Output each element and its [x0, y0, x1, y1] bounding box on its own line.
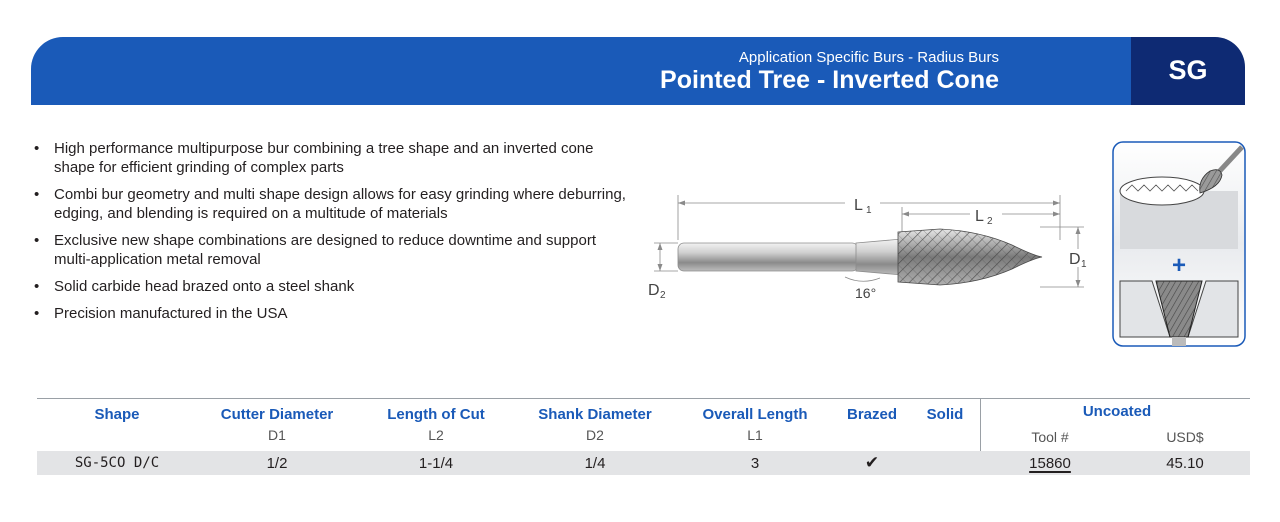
header-length-of-cut-sub: L2: [428, 427, 444, 443]
header-overall-length: Overall Length: [702, 406, 808, 423]
feature-item: • Combi bur geometry and multi shape design allows for easy grinding where deburring, edging, and blending is required on a multitude of materials: [30, 185, 630, 223]
cell-price: 45.10: [1166, 455, 1204, 472]
feature-item: • Solid carbide head brazed onto a steel shank: [30, 277, 630, 296]
l2-label: L: [975, 208, 984, 225]
header-shank-diameter: Shank Diameter: [538, 406, 652, 423]
feature-item: • Precision manufactured in the USA: [30, 304, 630, 323]
l1-dimension: [678, 195, 1060, 240]
header-overall-length-sub: L1: [747, 427, 763, 443]
cell-overall-length: 3: [750, 455, 760, 472]
d1-dimension: [1040, 227, 1087, 287]
header-cutter-diameter: Cutter Diameter: [220, 406, 334, 423]
angle-dimension: [845, 277, 880, 301]
l2-subscript: 2: [987, 216, 993, 227]
d2-label: D: [648, 282, 660, 299]
header-blue-bar: [31, 37, 1131, 105]
cell-cutter-diameter: 1/2: [266, 455, 288, 472]
d2-dimension: [648, 243, 678, 301]
brazed-check-icon: ✔: [864, 453, 880, 472]
cell-shank-diameter: 1/4: [584, 455, 606, 472]
bur-dimension-diagram: [640, 185, 1100, 310]
inverted-cone-scene: [1120, 281, 1238, 346]
header-cutter-diameter-sub: D1: [268, 427, 286, 443]
tool-number-link[interactable]: [1012, 455, 1088, 472]
header-uncoated: Uncoated: [1082, 403, 1152, 420]
angle-label: 16°: [855, 285, 877, 301]
bur-shank: [678, 243, 858, 271]
header-shank-diameter-sub: D2: [586, 427, 604, 443]
d1-label: D: [1069, 251, 1081, 268]
l1-label: L: [854, 197, 863, 214]
d2-subscript: 2: [660, 290, 666, 301]
bur-cutting-head: [898, 229, 1042, 285]
header-tool-number: Tool #: [1031, 429, 1069, 445]
feature-item: • High performance multipurpose bur combining a tree shape and an inverted cone shape for efficient grinding of complex parts: [30, 139, 630, 177]
bur-collar: [856, 239, 902, 275]
l1-subscript: 1: [866, 205, 872, 216]
d1-subscript: 1: [1081, 259, 1087, 270]
header-brazed: Brazed: [846, 406, 898, 423]
product-title: Pointed Tree - Inverted Cone: [660, 66, 999, 94]
feature-item: • Exclusive new shape combinations are designed to reduce downtime and support multi-application metal removal: [30, 231, 630, 269]
header-shape: Shape: [94, 406, 140, 423]
plus-icon: +: [1171, 252, 1187, 279]
application-inset: [1112, 141, 1246, 347]
header-solid: Solid: [926, 406, 964, 423]
series-code-box: [1131, 37, 1245, 105]
feature-list: [30, 139, 630, 331]
category-subtitle: Application Specific Burs - Radius Burs: [738, 49, 999, 66]
table-top-rule: [37, 398, 1250, 399]
series-code: SG: [1168, 55, 1208, 85]
tool-number[interactable]: 15860: [1029, 455, 1071, 472]
header-band: [31, 37, 1245, 105]
header-length-of-cut: Length of Cut: [387, 406, 485, 423]
cell-shape: SG-5CO D/C: [74, 455, 160, 471]
cell-length-of-cut: 1-1/4: [418, 455, 454, 472]
header-usd: USD$: [1166, 429, 1204, 445]
